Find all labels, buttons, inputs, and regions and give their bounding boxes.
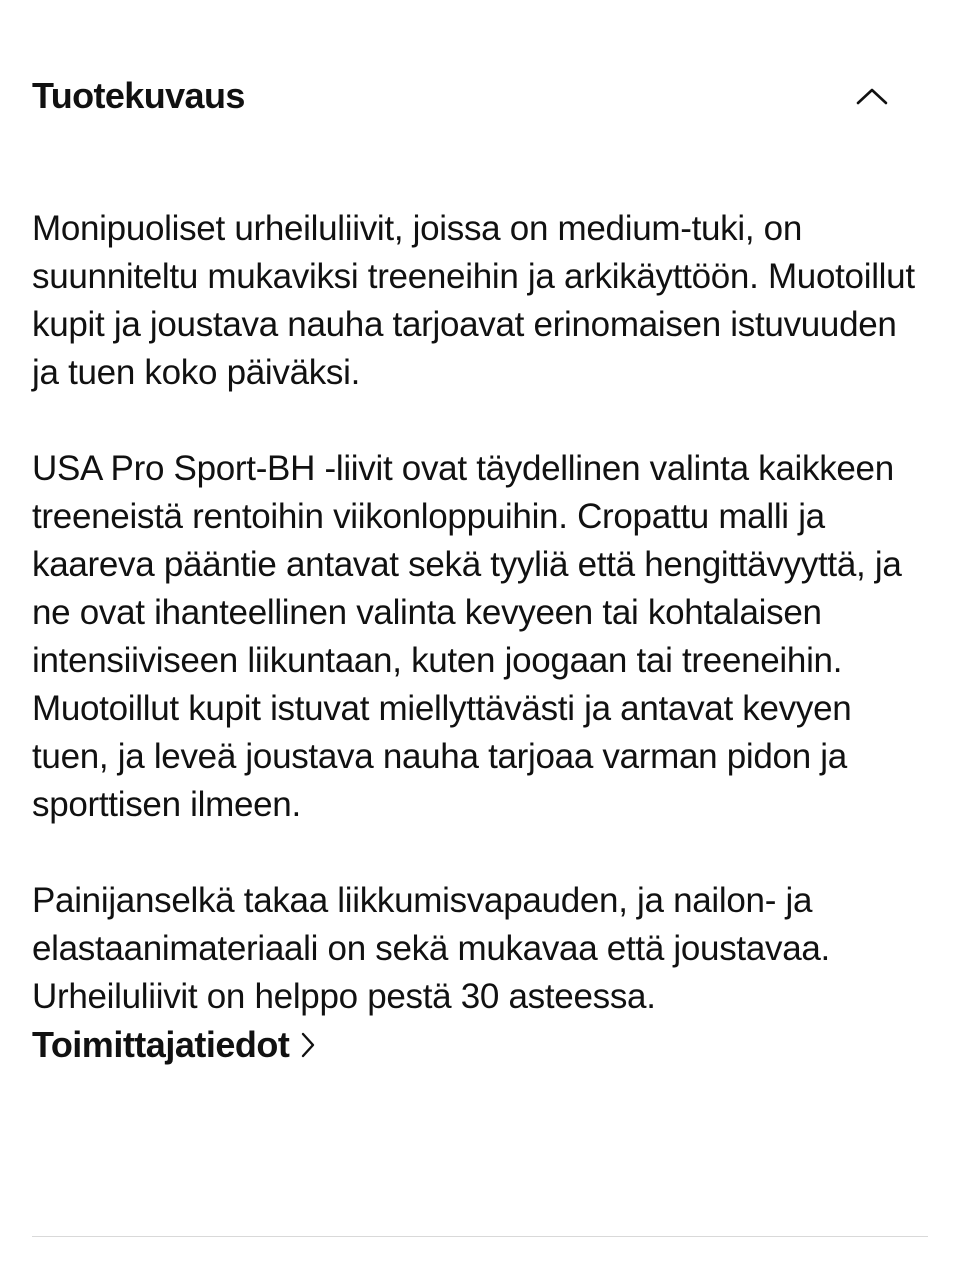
chevron-up-icon[interactable] bbox=[852, 76, 892, 116]
product-description-body bbox=[32, 205, 932, 1069]
description-paragraph-3: Painijanselkä takaa liikkumisvapauden, ja nailon- ja elastaanimateriaali on sekä mukavaa että joustavaa. Urheiluliivit on helppo pestä 30 asteessa. bbox=[32, 881, 830, 1016]
description-paragraph-2: USA Pro Sport-BH -liivit ovat täydellinen valinta kaikkeen treeneistä rentoihin viikonloppuihin. Cropattu malli ja kaareva pääntie antavat sekä tyyliä että hengittävyyttä, ja ne ovat ihanteellinen valinta kevyeen tai kohtalaisen intensiiviseen liikuntaan, kuten joogaan tai treeneihin. Muotoillut kupit istuvat miellyttävästi ja antavat kevyen tuen, ja leveä joustava nauha tarjoaa varman pidon ja sporttisen ilmeen. bbox=[32, 449, 902, 824]
product-description-section bbox=[32, 0, 928, 1273]
description-paragraph-1: Monipuoliset urheiluliivit, joissa on medium-tuki, on suunniteltu mukaviksi treeneihin ja arkikäyttöön. Muotoillut kupit ja joustava nauha tarjoavat erinomaisen istuvuuden ja tuen koko päiväksi. bbox=[32, 209, 915, 392]
section-title: Tuotekuvaus bbox=[32, 75, 245, 116]
chevron-right-icon bbox=[299, 1029, 321, 1061]
supplier-info-label: Toimittajatiedot bbox=[32, 1024, 290, 1065]
product-description-header[interactable] bbox=[32, 60, 928, 132]
supplier-info-link[interactable] bbox=[32, 1021, 321, 1069]
section-divider bbox=[32, 1236, 928, 1237]
